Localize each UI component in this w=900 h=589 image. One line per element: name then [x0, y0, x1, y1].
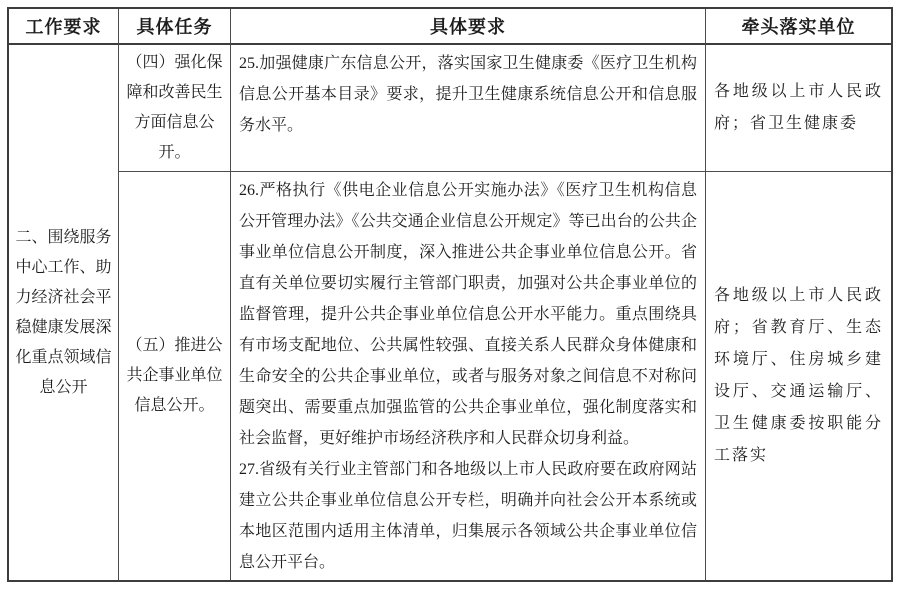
- header-work-requirement: [9, 9, 119, 45]
- requirement-cell-25: [231, 45, 706, 172]
- task-5-text: （五）推进公共企事业单位信息公开。: [126, 337, 223, 414]
- header-lead-unit-label: 牵头落实单位: [741, 17, 856, 37]
- header-lead-unit: [706, 9, 891, 45]
- requirements-table: [7, 7, 893, 582]
- task-cell-5: [119, 172, 231, 580]
- requirement-item-27: 27.省级有关行业主管部门和各地级以上市人民政府要在政府网站建立公共企事业单位信息公开专栏，明确并向社会公开本系统或本地区范围内适用主体清单，归集展示各领域公共企事业单位信息公开平台。: [239, 461, 697, 571]
- header-specific-requirement: [231, 9, 706, 45]
- requirement-item-26: 26.严格执行《供电企业信息公开实施办法》《医疗卫生机构信息公开管理办法》《公共交通企业信息公开规定》等已出台的公共企事业单位信息公开制度，深入推进公共企事业单位信息公开。省直有关单位要切实履行主管部门职责，加强对公共企事业单位的监督管理，提升公共企事业单位信息公开水平能力。重点围绕具有市场支配地位、公共属性较强、直接关系人民群众身体健康和生命安全的公共企事业单位，或者与服务对象之间信息不对称问题突出、需要重点加强监管的公共企事业单位，强化制度落实和社会监督，更好维护市场经济秩序和人民群众切身利益。: [239, 182, 697, 447]
- header-specific-requirement-label: 具体要求: [430, 17, 506, 37]
- header-work-requirement-label: 工作要求: [25, 17, 102, 37]
- task-cell-4: [119, 45, 231, 172]
- requirement-item-25: 25.加强健康广东信息公开，落实国家卫生健康委《医疗卫生机构信息公开基本目录》要求，提升卫生健康系统信息公开和信息服务水平。: [239, 55, 697, 134]
- work-requirement-text: 二、围绕服务中心工作、助力经济社会平稳健康发展深化重点领域信息公开: [15, 228, 112, 396]
- lead-unit-row1-text: 各地级以上市人民政府；省卫生健康委: [714, 83, 883, 132]
- requirement-cell-26-27: [231, 172, 706, 580]
- task-4-text: （四）强化保障和改善民生方面信息公开。: [126, 54, 223, 161]
- lead-unit-cell-row1: [706, 45, 891, 172]
- lead-unit-row2-text: 各地级以上市人民政府；省教育厅、生态环境厅、住房城乡建设厅、交通运输厅、卫生健康委按职能分工落实: [714, 287, 883, 464]
- header-specific-task: [119, 9, 231, 45]
- lead-unit-cell-row2: [706, 172, 891, 580]
- header-specific-task-label: 具体任务: [136, 17, 213, 37]
- work-requirement-cell: [9, 45, 119, 580]
